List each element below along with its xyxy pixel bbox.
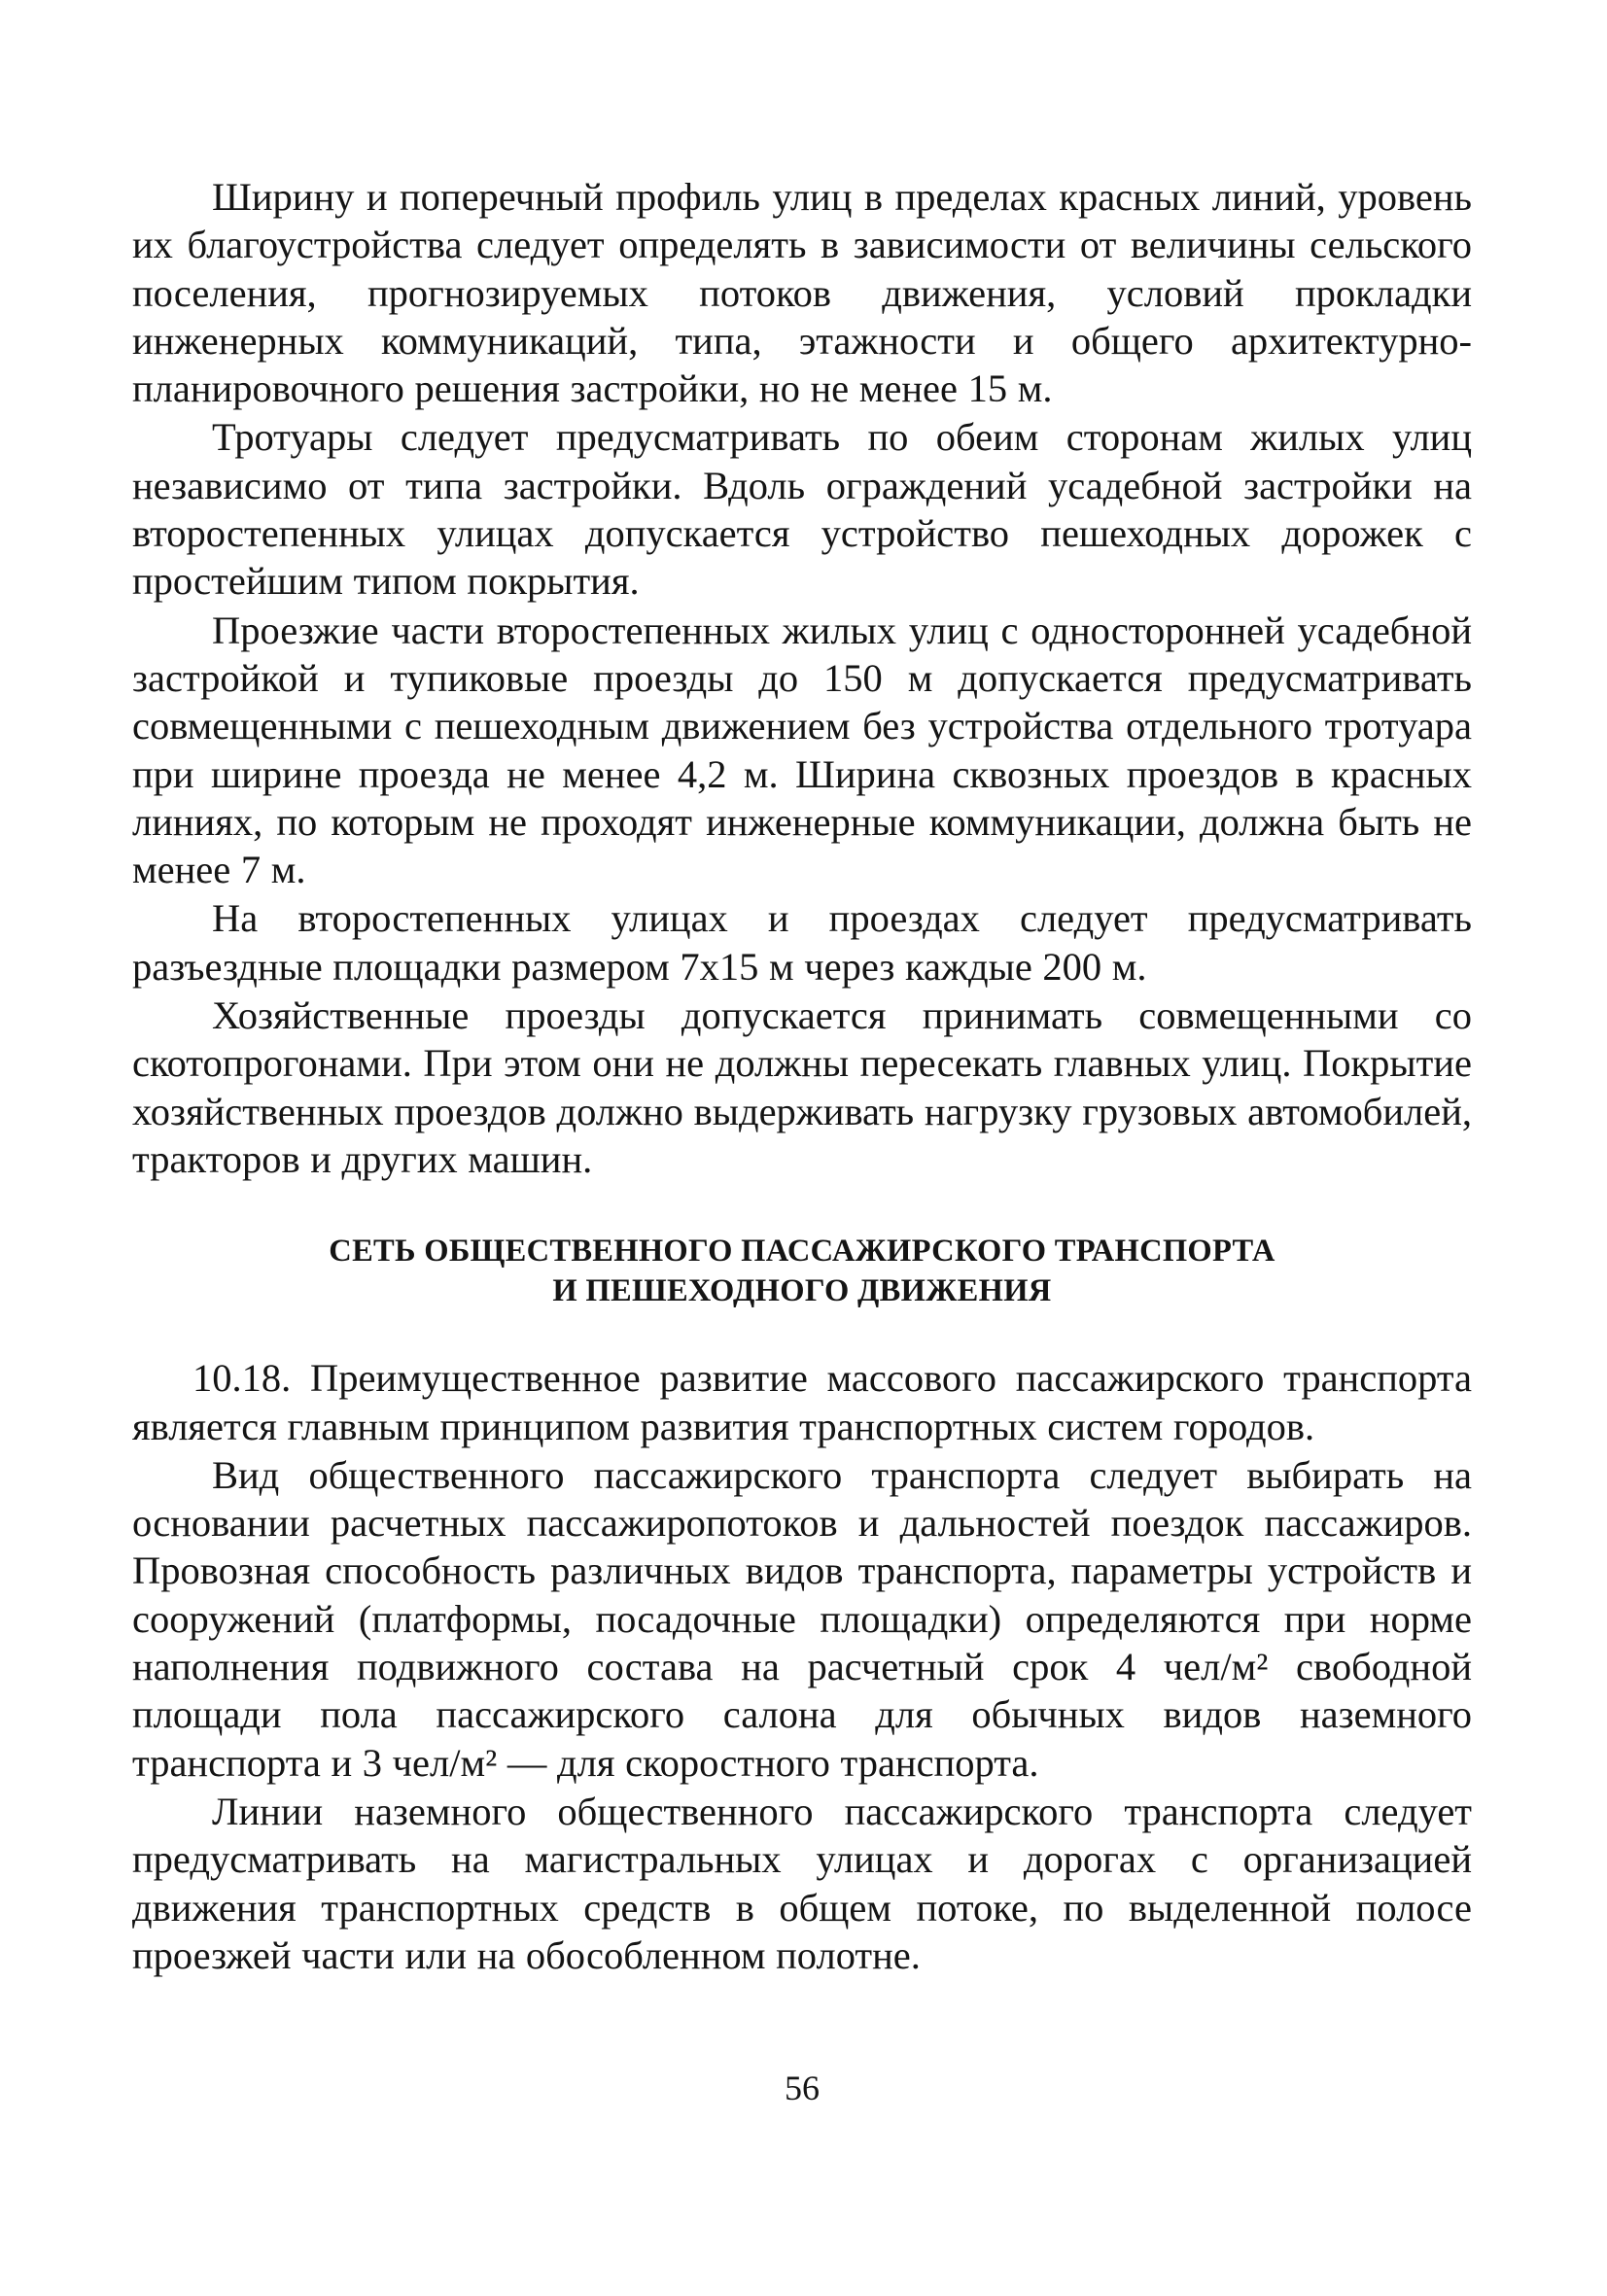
page-number: 56: [785, 2069, 820, 2107]
section-heading-line-2: И ПЕШЕХОДНОГО ДВИЖЕНИЯ: [552, 1273, 1052, 1309]
section-heading-line-1: СЕТЬ ОБЩЕСТВЕННОГО ПАССАЖИРСКОГО ТРАНСПОРТА: [329, 1234, 1275, 1270]
public-transport-section: [132, 1354, 1472, 1979]
document-page: [132, 0, 1472, 2296]
paragraph-street-width: Ширину и поперечный профиль улиц в пределах красных линий, уровень их благоустройства следует определять в зависимости от величины сельского поселения, прогнозируемых потоков движения, условий прокладки инженерных коммуникаций, типа, этажности и общего архитектурно-планировочного решения застройки, но не менее 15 м.: [132, 175, 1472, 411]
paragraph-transport-type: Вид общественного пассажирского транспорта следует выбирать на основании расчетных пассажиропотоков и дальностей поездок пассажиров. Провозная способность различных видов транспорта, параметры устройств и сооружений (платформы, посадочные площадки) определяются при норме наполнения подвижного состава на расчетный срок 4 чел/м² свободной площади пола пассажирского салона для обычных видов наземного транспорта и 3 чел/м² — для скоростного транспорта.: [132, 1452, 1472, 1785]
paragraph-passing-places: На второстепенных улицах и проездах следует предусматривать разъездные площадки размером 7x15 м через каждые 200 м.: [132, 896, 1472, 989]
section-heading: [132, 1232, 1472, 1311]
streets-section: [132, 173, 1472, 1183]
page-body: [132, 173, 1472, 1979]
paragraph-transport-lines: Линии наземного общественного пассажирского транспорта следует предусматривать на магистральных улицах и дорогах с организацией движения транспортных средств в общем потоке, по выделенной полосе проезжей части или на обособленном полотне.: [132, 1789, 1472, 1977]
paragraph-service-roads: Хозяйственные проезды допускается принимать совмещенными со скотопрогонами. При этом они не должны пересекать главных улиц. Покрытие хозяйственных проездов должно выдерживать нагрузку грузовых автомобилей, тракторов и других машин.: [132, 993, 1472, 1181]
paragraph-carriageways: Проезжие части второстепенных жилых улиц с односторонней усадебной застройкой и тупиковые проезды до 150 м допускается предусматривать совмещенными с пешеходным движением без устройства отдельного тротуара при ширине проезда не менее 4,2 м. Ширина сквозных проездов в красных линиях, по которым не проходят инженерные коммуникации, должна быть не менее 7 м.: [132, 608, 1472, 892]
paragraph-sidewalks: Тротуары следует предусматривать по обеим сторонам жилых улиц независимо от типа застройки. Вдоль ограждений усадебной застройки на второстепенных улицах допускается устройство пешеходных дорожек с простейшим типом покрытия.: [132, 415, 1472, 604]
paragraph-10-18: 10.18. Преимущественное развитие массового пассажирского транспорта является главным принципом развития транспортных систем городов.: [132, 1356, 1472, 1448]
